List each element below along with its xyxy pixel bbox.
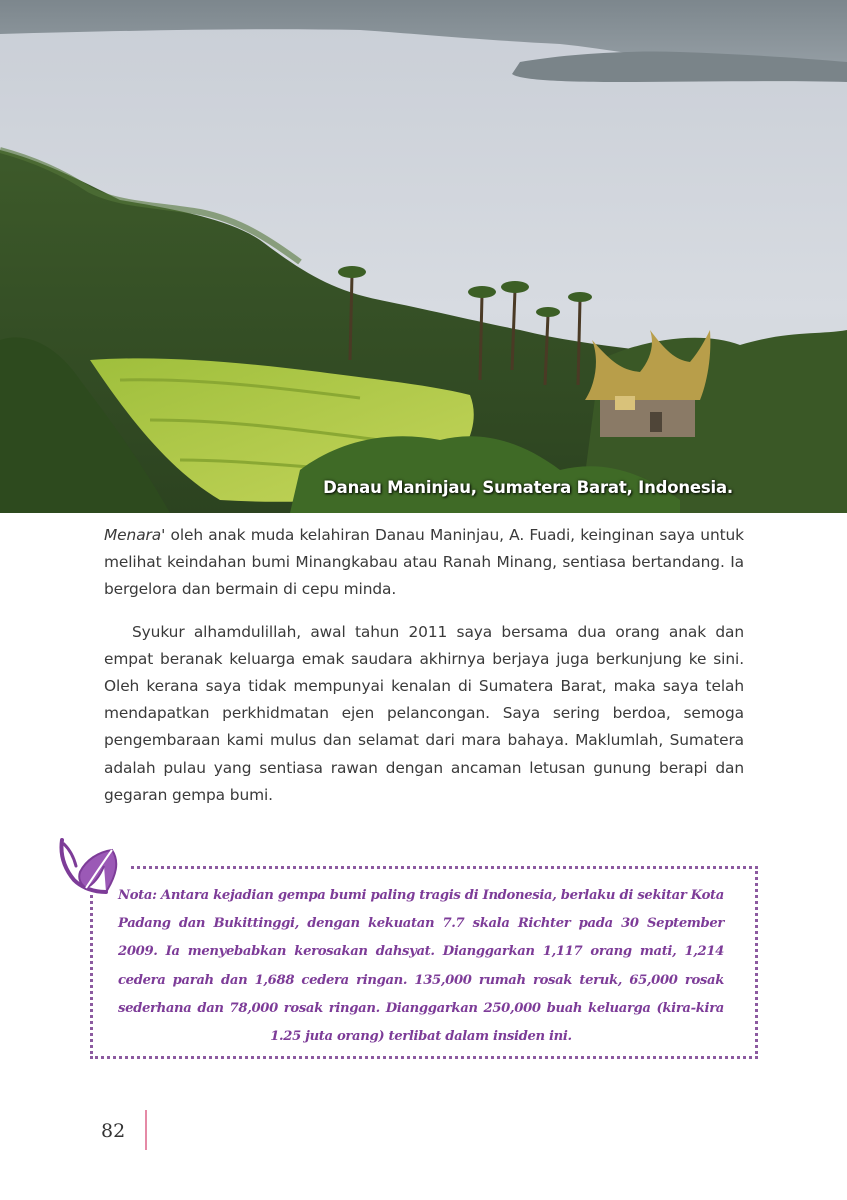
- paragraph-1-text: oleh anak muda kelahiran Danau Maninjau, A. Fuadi, keinginan saya untuk melihat keindahan bumi Minangkabau atau Ranah Minang, sentiasa bertandang. Ia bergelora dan bermain di cepu minda.: [104, 526, 744, 599]
- paragraph-1: [104, 522, 744, 604]
- book-title-fragment: Menara': [104, 526, 166, 544]
- lake-landscape-illustration: [0, 0, 847, 513]
- paragraph-2: Syukur alhamdulillah, awal tahun 2011 saya bersama dua orang anak dan empat beranak keluarga emak saudara akhirnya berjaya juga berkunjung ke sini. Oleh kerana saya tidak mempunyai kenalan di Sumatera Barat, maka saya telah mendapatkan perkhidmatan ejen pelancongan. Saya sering berdoa, semoga pengembaraan kami mulus dan selamat dari mara bahaya. Maklumlah, Sumatera adalah pulau yang sentiasa rawan dengan ancaman letusan gunung berapi dan gegaran gempa bumi.: [104, 622, 744, 804]
- photo-caption: Danau Maninjau, Sumatera Barat, Indonesia.: [323, 478, 733, 497]
- feather-icon: [56, 836, 126, 902]
- body-text: [104, 522, 744, 809]
- page-number-rule: [145, 1110, 147, 1150]
- page-number: 82: [101, 1120, 126, 1142]
- lake-photo: [0, 0, 847, 513]
- note-text: Nota: Antara kejadian gempa bumi paling tragis di Indonesia, berlaku di sekitar Kota Padang dan Bukittinggi, dengan kekuatan 7.7 skala Richter pada 30 September 2009. Ia menyebabkan kerosakan dahsyat. Dianggarkan 1,117 orang mati, 1,214 cedera parah dan 1,688 cedera ringan. 135,000 rumah rosak teruk, 65,000 rosak sederhana dan 78,000 rosak ringan. Dianggarkan 250,000 buah keluarga (kira-kira 1.25 juta orang) terlibat dalam insiden ini.: [118, 888, 724, 1045]
